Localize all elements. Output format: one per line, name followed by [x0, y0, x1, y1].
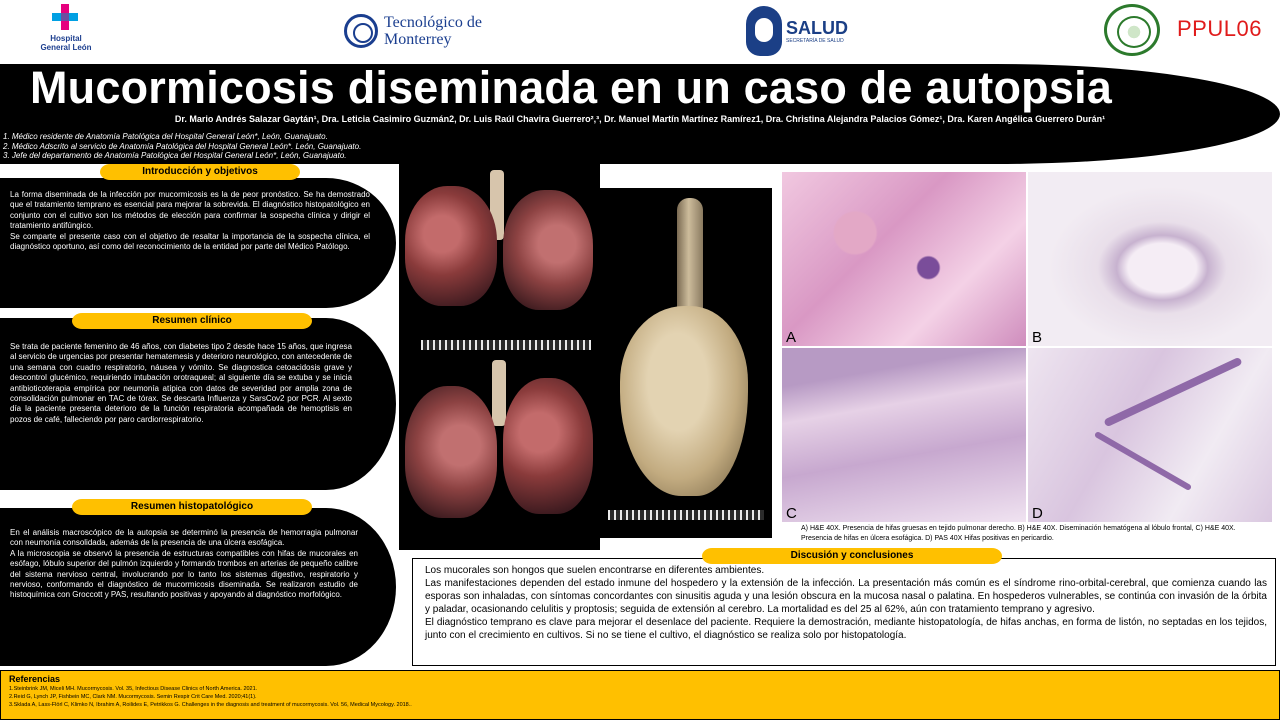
discussion-paragraph: Los mucorales son hongos que suelen encontrarse en diferentes ambientes. — [425, 565, 765, 576]
reference-item: 1.Steinbrink JM, Miceli MH. Mucormycosis. Vol. 35, Infectious Disease Clinics of North America. 2021. — [9, 686, 258, 692]
discussion-paragraph: Las manifestaciones dependen del estado inmune del hospedero y la extensión de la infección. La presentación más común es el síndrome rino-orbital-cerebral, que comienza cuando las esporas son inhaladas, con síntomas concordantes con sinusitis aguda y una lesión obscura en la mucosa nasal o palatina. En hospederos vulnerables, se continúa con invasión de la órbita y paladar, ocasionando celulitis y proptosis; seguida de extensión al cerebro. La mortalidad es del 25 al 62%, aún con tratamiento temprano y agresivo. — [425, 578, 1267, 615]
affiliation-line: 3. Jefe del departamento de Anatomía Patológica del Hospital General León*, León, Guanajuato. — [3, 151, 347, 160]
scale-ruler — [608, 510, 764, 520]
tec-logo-text: Tecnológico de Monterrey — [384, 14, 482, 48]
histo-heading: Resumen histopatológico — [72, 499, 312, 515]
salud-crest-icon — [746, 6, 782, 56]
discussion-section — [412, 558, 1276, 666]
micrograph-caption: A) H&E 40X. Presencia de hifas gruesas en tejido pulmonar derecho. B) H&E 40X. Diseminación hematógena al lóbulo frontal, C) H&E 40X. Presencia de hifas en úlcera esofágica. D) PAS 40X Hifas positivas en pericardio. — [801, 525, 1236, 542]
salud-logo-text: SALUD — [786, 18, 848, 38]
medical-cross-icon — [52, 4, 78, 30]
references-section — [0, 670, 1280, 720]
intro-paragraph: La forma diseminada de la infección por mucormicosis es la de peor pronóstico. Se ha demostrado que el tratamiento temprano es esencial para mejorar la sobrevida. El diagnóstico histopatológico en conjunto con el cultivo son los métodos de elección para confirmar la sospecha clínica y dirigir el tratamiento antifúngico. — [10, 190, 370, 231]
histo-paragraph: En el análisis macroscópico de la autopsia se determinó la presencia de hemorragia pulmonar con neumonía consolidada, además de la presencia de una úlcera esofágica. — [10, 528, 358, 548]
clinical-section — [0, 318, 396, 490]
tec-de-monterrey-logo — [344, 10, 484, 52]
hospital-logo-text: Hospital General León — [40, 34, 92, 52]
affiliation-line: 2. Médico Adscrito al servicio de Anatomía Patológica del Hospital General León*. León, Guanajuato. — [3, 141, 362, 151]
micrograph-label: D — [1032, 505, 1043, 522]
intro-section — [0, 178, 396, 308]
lung-left-shape — [405, 186, 497, 306]
trachea-shape — [492, 360, 506, 426]
society-seal-logo — [1104, 4, 1160, 56]
affiliation-line: 1. Médico residente de Anatomía Patológica del Hospital General León*, León, Guanajuato. — [3, 132, 328, 141]
clinical-paragraph: Se trata de paciente femenino de 46 años, con diabetes tipo 2 desde hace 15 años, que ingresa al servicio de urgencias por presentar hematemesis y deterioro neurológico, con antecedente de una semana con cuadro respiratorio, náusea y vómito. Se diagnostica cetoacidosis grave y descontrol glucémico, requiriendo intubación orotraqueal; al siguiente día se extuba y se inicia antibioticoterapia empírica por neumonía atípica con datos de severidad por amplia zona de consolidación pulmonar en TAC de tórax. Se descarta Influenza y SarsCov2 por PCR. Al sexto día la paciente presenta deterioro de la función respiratoria acompañada de hemoptisis en pozos de café, falleciendo por paro cardiorrespiratorio. — [10, 342, 352, 424]
lung-right-shape — [503, 378, 593, 514]
intro-paragraph: Se comparte el presente caso con el objetivo de resaltar la importancia de la sospecha clínica, el diagnóstico oportuno, así como del reconocimiento de la entidad por parte del Médico Patólogo. — [10, 231, 370, 252]
reference-item: 2.Reid G, Lynch JP, Fishbein MC, Clark NM. Mucormycosis. Semin Respir Crit Care Med. 2020;41(1). — [9, 694, 257, 700]
hospital-general-leon-logo — [36, 4, 96, 56]
histo-section — [0, 508, 396, 666]
clinical-heading: Resumen clínico — [72, 313, 312, 329]
author-list: Dr. Mario Andrés Salazar Gaytán¹, Dra. Leticia Casimiro Guzmán2, Dr. Luis Raúl Chavira Guerrero²,³, Dr. Manuel Martín Martínez Ramírez1, Dra. Christina Alejandra Palacios Gómez¹, Dra. Karen Angélica Guerrero Durán¹ — [174, 114, 1106, 124]
lung-left-shape — [405, 386, 497, 518]
gross-lungs-photo — [399, 164, 600, 550]
lung-right-shape — [503, 190, 593, 310]
micrograph-d — [1028, 348, 1272, 522]
scale-ruler — [421, 340, 591, 350]
salud-logo-subtext: SECRETARÍA DE SALUD — [786, 38, 844, 44]
affiliations — [3, 132, 361, 161]
histo-paragraph: A la microscopia se observó la presencia de estructuras compatibles con hifas de mucorales en esófago, lóbulo superior del pulmón izquierdo y formando trombos en arterias de pequeño calibre del sistema nervioso central, involucrando por lo tanto los sistemas digestivo, respiratorio y nervioso, conformando el diagnóstico de mucormicosis diseminada. Se realizaron estudio de histoquímica con Groccott y PAS, resultando positivas y apoyando al diagnóstico morfológico. — [10, 548, 358, 600]
micrograph-a — [782, 172, 1026, 346]
micrograph-c — [782, 348, 1026, 522]
micrograph-grid — [782, 172, 1274, 522]
secretaria-salud-logo — [746, 4, 856, 58]
gross-esophagus-photo — [600, 188, 772, 538]
reference-item: 3.Sklada A, Lass-Flörl C, Klimko N, Ibrahim A, Roilides E, Petrikkos G. Challenges in the diagnosis and treatment of mucormycosis. Vol. 56, Medical Mycology. 2018.. — [9, 702, 412, 708]
discussion-paragraph: El diagnóstico temprano es clave para mejorar el desenlace del paciente. Requiere la demostración, mediante histopatología, de hifas anchas, en forma de listón, no septadas en los tejidos, junto con el crecimiento en cultivos. Si no se tiene el cultivo, el diagnóstico se realiza solo por histopatología. — [425, 617, 1267, 641]
micrograph-label: C — [786, 505, 797, 522]
intro-heading: Introducción y objetivos — [100, 164, 300, 180]
references-heading: Referencias — [9, 674, 61, 684]
stomach-shape — [620, 306, 748, 496]
micrograph-label: B — [1032, 329, 1043, 346]
poster-code: PPUL06 — [1177, 16, 1262, 41]
micrograph-label: A — [786, 329, 797, 346]
micrograph-b — [1028, 172, 1272, 346]
tec-seal-icon — [344, 14, 378, 48]
poster-title: Mucormicosis diseminada en un caso de autopsia — [30, 62, 1112, 113]
discussion-heading: Discusión y conclusiones — [702, 548, 1002, 564]
